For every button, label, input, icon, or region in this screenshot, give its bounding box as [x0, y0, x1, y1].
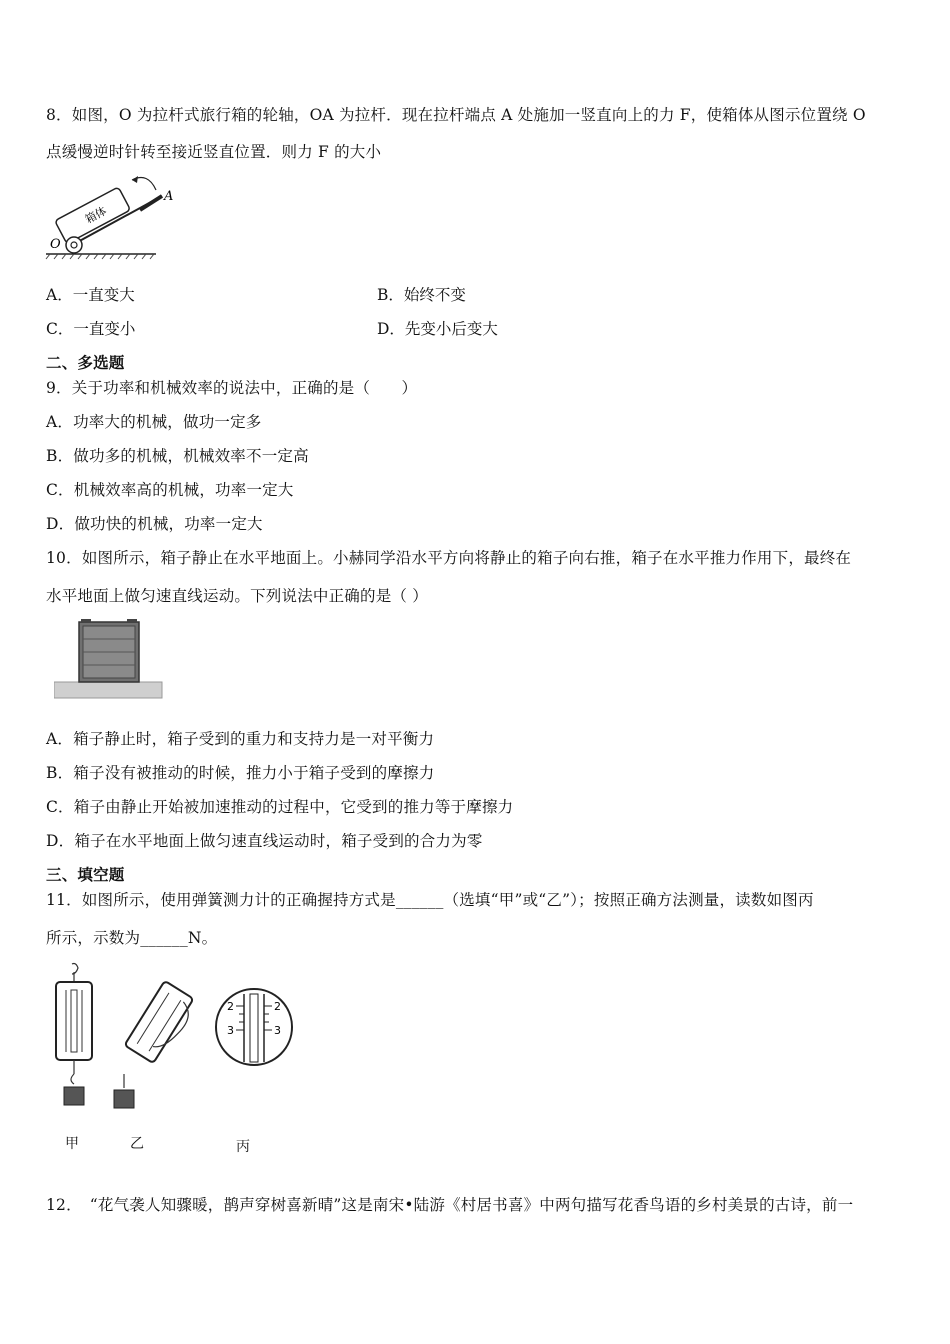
q12-stem-line1: 12． “花气袭人知骤暖，鹊声穿树喜新晴”这是南宋•陆游《村居书喜》中两句描写花香鸟语的乡村美景的古诗，前一 [46, 1196, 854, 1214]
dial-tick-left-3: 3 [227, 1024, 234, 1037]
q10-stem-line2: 水平地面上做匀速直线运动。下列说法中正确的是（ ） [46, 587, 428, 605]
q8-option-a: A．一直变大 [46, 286, 135, 304]
box-label: 箱体 [83, 204, 109, 227]
caption-yi: 乙 [130, 1136, 144, 1152]
q9-option-c: C．机械效率高的机械，功率一定大 [46, 481, 294, 499]
q9-option-a: A．功率大的机械，做功一定多 [46, 413, 262, 431]
q10-option-a: A．箱子静止时，箱子受到的重力和支持力是一对平衡力 [46, 730, 435, 748]
scale-bing-dial [216, 989, 292, 1065]
q11-spring-scale-figure [44, 962, 294, 1122]
suitcase-box [55, 187, 131, 244]
dial-tick-right-3: 3 [274, 1024, 281, 1037]
q11-stem-line2: 所示，示数为______N。 [46, 929, 218, 947]
q10-stem-line1: 10．如图所示，箱子静止在水平地面上。小赫同学沿水平方向将静止的箱子向右推，箱子在水平推力作用下，最终在 [46, 549, 852, 567]
q10-option-b: B．箱子没有被推动的时候，推力小于箱子受到的摩擦力 [46, 764, 435, 782]
label-o: O [50, 237, 61, 252]
label-a: A [164, 189, 174, 204]
q8-option-d: D．先变小后变大 [377, 320, 498, 338]
section-heading-fill-in: 三、填空题 [46, 865, 125, 884]
q10-option-c: C．箱子由静止开始被加速推动的过程中，它受到的推力等于摩擦力 [46, 798, 514, 816]
dial-tick-left-2: 2 [227, 1000, 234, 1013]
caption-bing: 丙 [236, 1139, 250, 1155]
q8-stem-line1: 8．如图，O 为拉杆式旅行箱的轮轴，OA 为拉杆．现在拉杆端点 A 处施加一竖直向上的力 F，使箱体从图示位置绕 O [46, 106, 866, 124]
floor [54, 682, 162, 698]
q9-option-b: B．做功多的机械，机械效率不一定高 [46, 447, 309, 465]
q10-option-d: D．箱子在水平地面上做匀速直线运动时，箱子受到的合力为零 [46, 832, 483, 850]
q8-option-c: C．一直变小 [46, 320, 136, 338]
q10-box-figure [54, 618, 164, 700]
handle-grip [140, 196, 162, 210]
dial-tick-right-2: 2 [274, 1000, 281, 1013]
q8-stem-line2: 点缓慢逆时针转至接近竖直位置．则力 F 的大小 [46, 143, 382, 161]
q8-option-b: B．始终不变 [377, 286, 466, 304]
q8-suitcase-figure [44, 168, 184, 260]
section-heading-multiple-choice: 二、多选题 [46, 353, 125, 372]
caption-jia: 甲 [65, 1136, 79, 1152]
scale-yi [124, 981, 199, 1067]
q9-option-d: D．做功快的机械，功率一定大 [46, 515, 263, 533]
q9-stem: 9．关于功率和机械效率的说法中，正确的是（ ） [46, 379, 418, 397]
q11-stem-line1: 11．如图所示，使用弹簧测力计的正确握持方式是______（选填“甲”或“乙”）；按照正确方法测量，读数如图丙 [46, 891, 814, 909]
scale-jia [56, 964, 92, 1106]
